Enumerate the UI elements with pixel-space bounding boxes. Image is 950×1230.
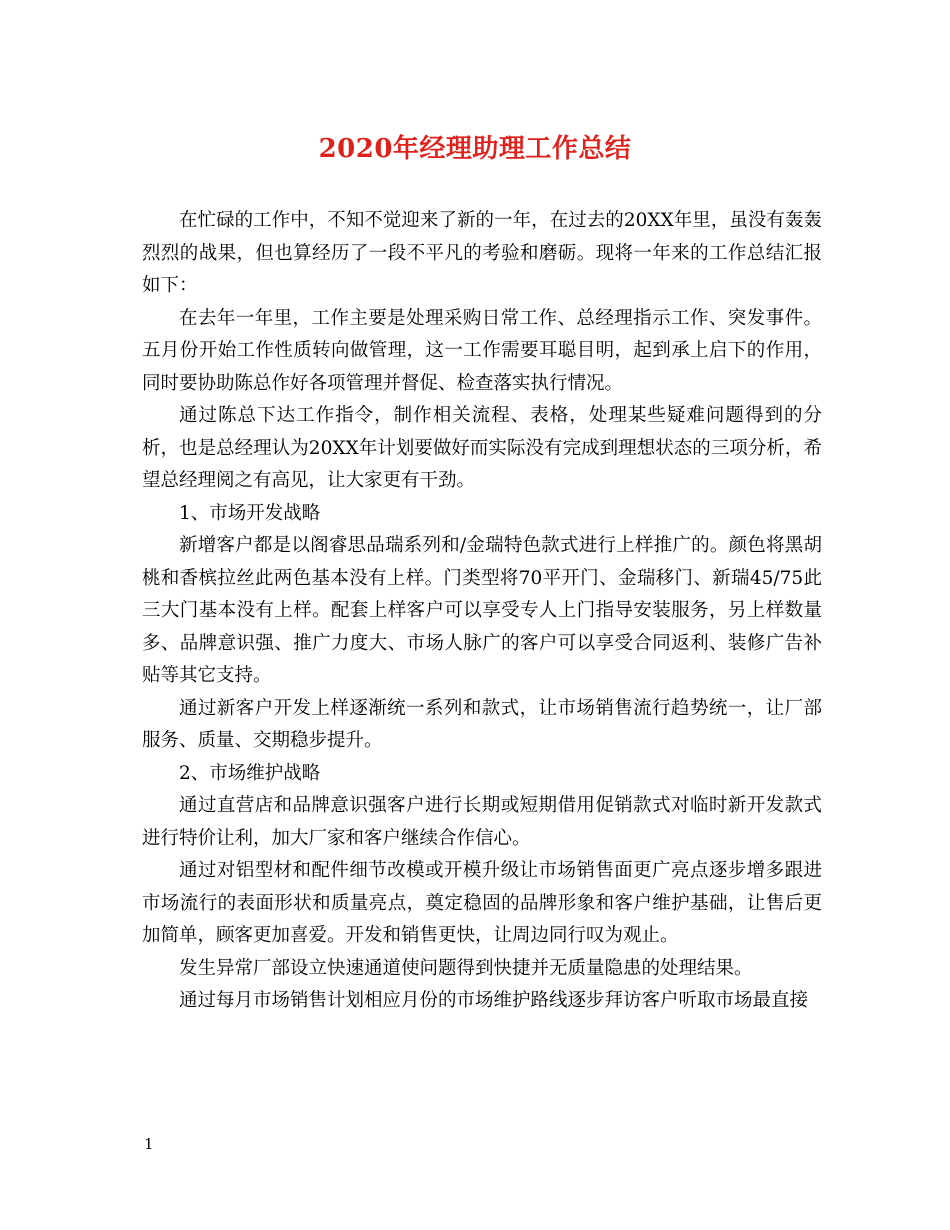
paragraph: 新增客户都是以阁睿思品瑞系列和/金瑞特色款式进行上样推广的。颜色将黑胡桃和香槟拉丝此两色基本没有上样。门类型将70平开门、金瑞移门、新瑞45/75此三大门基本没有上样。配套上样客户可以享受专人上门指导安装服务，另上样数量多、品牌意识强、推广力度大、市场人脉广的客户可以享受合同返利、装修广告补贴等其它支持。	[142, 535, 822, 686]
paragraph: 通过每月市场销售计划相应月份的市场维护路线逐步拜访客户听取市场最直接	[179, 990, 809, 1011]
paragraph: 通过对铝型材和配件细节改模或开模升级让市场销售面更广亮点逐步增多跟进市场流行的表面形状和质量亮点，奠定稳固的品牌形象和客户维护基础，让售后更加简单，顾客更加喜爱。开发和销售更快，让周边同行叹为观止。	[142, 860, 822, 946]
page-number: 1	[144, 1135, 154, 1153]
paragraph: 在去年一年里，工作主要是处理采购日常工作、总经理指示工作、突发事件。五月份开始工作性质转向做管理，这一工作需要耳聪目明，起到承上启下的作用，同时要协助陈总作好各项管理并督促、检查落实执行情况。	[142, 307, 822, 394]
paragraph: 通过新客户开发上样逐渐统一系列和款式，让市场销售流行趋势统一，让厂部服务、质量、交期稳步提升。	[142, 697, 822, 751]
paragraph: 发生异常厂部设立快速通道使问题得到快捷并无质量隐患的处理结果。	[179, 957, 753, 979]
paragraph: 通过直营店和品牌意识强客户进行长期或短期借用促销款式对临时新开发款式进行特价让利，加大厂家和客户继续合作信心。	[142, 795, 822, 849]
section-heading: 1、市场开发战略	[179, 502, 321, 524]
document-body	[142, 205, 822, 1018]
paragraph: 通过陈总下达工作指令，制作相关流程、表格，处理某些疑难问题得到的分析，也是总经理认为20XX年计划要做好而实际没有完成到理想状态的三项分析，希望总经理阅之有高见，让大家更有干劲。	[142, 405, 822, 491]
paragraph: 在忙碌的工作中，不知不觉迎来了新的一年，在过去的20XX年里，虽没有轰轰烈烈的战果，但也算经历了一段不平凡的考验和磨砺。现将一年来的工作总结汇报如下：	[142, 210, 822, 296]
section-heading: 2、市场维护战略	[179, 762, 321, 784]
document-title: 2020年经理助理工作总结	[318, 134, 632, 164]
